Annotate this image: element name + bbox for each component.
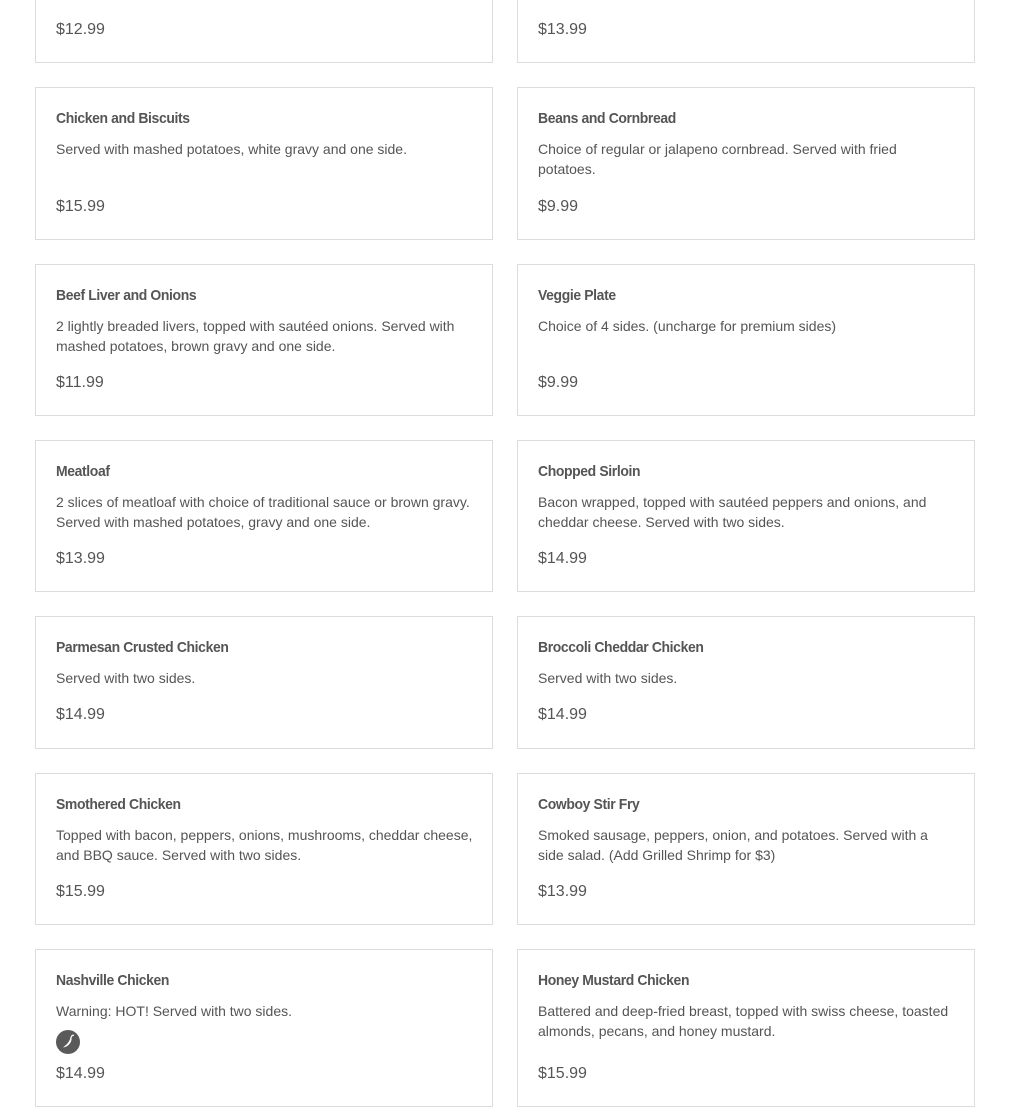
item-description: Topped with bacon, peppers, onions, mushrooms, cheddar cheese, and BBQ sauce. Served with two sides. xyxy=(56,827,473,863)
menu-item-card[interactable] xyxy=(517,0,975,63)
item-price: $14.99 xyxy=(56,706,105,723)
item-price: $12.99 xyxy=(56,21,105,38)
item-description: Warning: HOT! Served with two sides. xyxy=(56,1003,293,1019)
item-description: Served with two sides. xyxy=(56,670,196,686)
menu-item-card[interactable] xyxy=(35,616,493,749)
menu-item-card[interactable] xyxy=(517,264,975,416)
item-price: $11.99 xyxy=(56,374,104,391)
item-description: Battered and deep-fried breast, topped with swiss cheese, toasted almonds, pecans, and honey mustard. xyxy=(538,1003,949,1039)
item-price: $13.99 xyxy=(538,883,587,900)
item-description: Choice of 4 sides. (uncharge for premium sides) xyxy=(538,318,837,334)
item-description: 2 slices of meatloaf with choice of traditional sauce or brown gravy. Served with mashed potatoes, gravy and one side. xyxy=(56,494,470,530)
menu-item-card[interactable] xyxy=(35,0,493,63)
item-name: Chopped Sirloin xyxy=(538,463,641,480)
item-name: Beans and Cornbread xyxy=(538,110,676,127)
item-price: $9.99 xyxy=(538,198,579,215)
item-price: $15.99 xyxy=(56,883,105,900)
item-description: 2 lightly breaded livers, topped with sautéed onions. Served with mashed potatoes, brown gravy and one side. xyxy=(56,318,455,354)
menu-item-card[interactable] xyxy=(517,773,975,925)
menu-item-card[interactable] xyxy=(517,949,975,1107)
item-price: $14.99 xyxy=(538,706,587,723)
menu-item-card[interactable] xyxy=(35,773,493,925)
item-description: Smoked sausage, peppers, onion, and potatoes. Served with a side salad. (Add Grilled Shrimp for $3) xyxy=(538,827,928,863)
item-description: Choice of regular or jalapeno cornbread. Served with fried potatoes. xyxy=(538,141,897,177)
menu-item-card[interactable] xyxy=(35,440,493,592)
item-name: Nashville Chicken xyxy=(56,972,170,989)
item-price: $15.99 xyxy=(56,198,105,215)
item-name: Broccoli Cheddar Chicken xyxy=(538,639,704,656)
item-name: Veggie Plate xyxy=(538,287,616,304)
item-name: Honey Mustard Chicken xyxy=(538,972,690,989)
item-price: $13.99 xyxy=(56,550,105,567)
item-price: $15.99 xyxy=(538,1065,587,1082)
item-name: Beef Liver and Onions xyxy=(56,287,197,304)
menu-item-card[interactable] xyxy=(517,616,975,749)
item-description: Bacon wrapped, topped with sautéed peppers and onions, and cheddar cheese. Served with two sides. xyxy=(538,494,927,530)
menu-item-card[interactable] xyxy=(517,87,975,240)
item-price: $9.99 xyxy=(538,374,579,391)
menu-item-card[interactable] xyxy=(35,949,493,1107)
item-name: Smothered Chicken xyxy=(56,796,181,813)
spicy-pepper-icon xyxy=(56,1030,80,1054)
item-price: $14.99 xyxy=(56,1065,105,1082)
menu-item-card[interactable] xyxy=(35,87,493,240)
item-description: Served with two sides. xyxy=(538,670,678,686)
item-name: Chicken and Biscuits xyxy=(56,110,190,127)
item-price: $13.99 xyxy=(538,21,587,38)
item-name: Meatloaf xyxy=(56,463,110,480)
item-name: Parmesan Crusted Chicken xyxy=(56,639,229,656)
menu-item-card[interactable] xyxy=(35,264,493,416)
menu-item-card[interactable] xyxy=(517,440,975,592)
item-description: Served with mashed potatoes, white gravy and one side. xyxy=(56,141,407,157)
item-name: Cowboy Stir Fry xyxy=(538,796,640,813)
item-price: $14.99 xyxy=(538,550,587,567)
